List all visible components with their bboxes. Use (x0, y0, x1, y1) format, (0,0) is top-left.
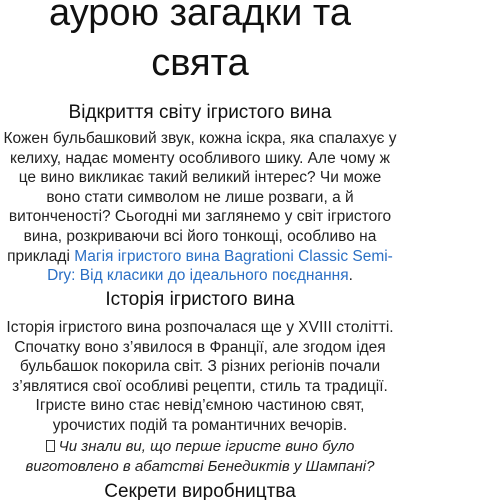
section-heading-production: Секрети виробництва (104, 481, 296, 500)
fun-fact (0, 437, 400, 476)
history-paragraph: Історія ігристого вина розпочалася ще у XVIII столітті. Спочатку воно з’явилося в Франції, але згодом ідея бульбашок покорила світ. З різних регіонів почали з’являтися свої особливі рецепти, стиль та традиції. Ігристе вино стає невід’ємною частиною свят, урочистих подій та романтичних вечорів. (6, 319, 394, 434)
section-heading-discovery: Відкриття світу ігристого вина (68, 102, 332, 123)
missing-glyph-icon (46, 440, 55, 452)
bagrationi-article-link[interactable]: Магія ігристого вина Bagrationi Classic Semi-Dry: Від класики до ідеального поєднання (47, 247, 393, 285)
discovery-paragraph-end: . (348, 267, 353, 285)
section-heading-history: Історія ігристого вина (105, 289, 295, 310)
discovery-paragraph-text: Кожен бульбашковий звук, кожна іскра, яка спалахує у келиху, надає моменту особливого шику. Але чому ж це вино викликає такий великий інтерес? Чи може воно стати символом не лише розваги, а й витонченості? Сьогодні ми заглянемо у світ ігристого вина, розкриваючи всі його тонкощі, особливо на прикладі (3, 130, 397, 265)
discovery-paragraph (0, 129, 400, 286)
article-title: аурою загадки та свята (48, 0, 351, 84)
fun-fact-text: Чи знали ви, що перше ігристе вино було виготовлено в абатстві Бенедиктів у Шампані? (25, 438, 375, 475)
